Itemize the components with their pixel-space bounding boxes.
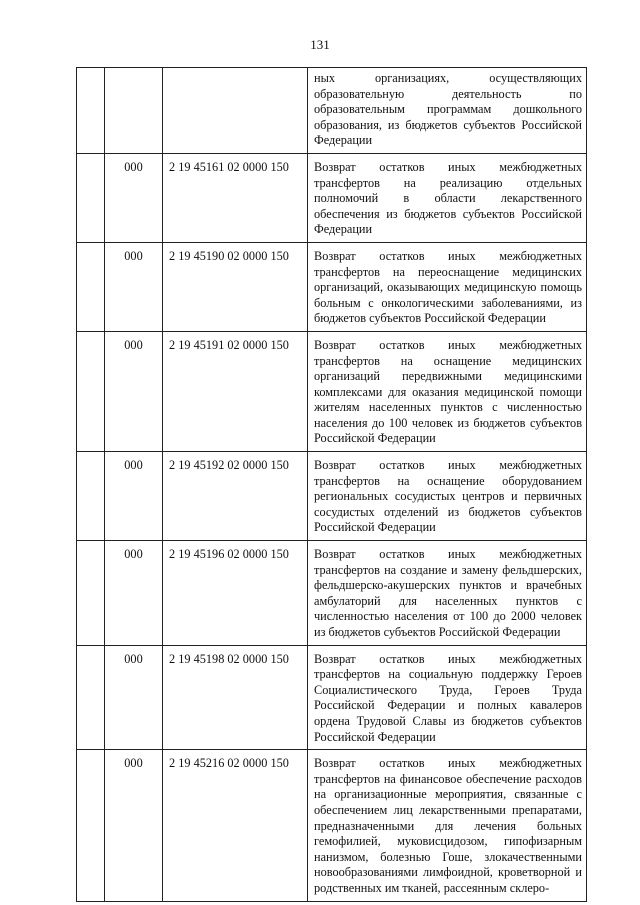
description-cell: Возврат остатков иных межбюджетных трансфертов на переоснащение медицинских организаций, оказывающих медицинскую помощь больным с онкологическими заболеваниями, из бюджетов субъектов Российской Федерации [308, 242, 587, 331]
empty-cell [77, 750, 105, 901]
description-cell: Возврат остатков иных межбюджетных трансфертов на создание и замену фельдшерских, фельдшерско-акушерских пунктов и врачебных амбулаторий для населенных пунктов с численностью населения от 100 до 2000 человек из бюджетов субъектов Российской Федерации [308, 541, 587, 646]
description-cell: Возврат остатков иных межбюджетных трансфертов на социальную поддержку Героев Социалистического Труда, Героев Труда Российской Федерации и полных кавалеров ордена Трудовой Славы из бюджетов субъектов Российской Федерации [308, 645, 587, 750]
kbk-code-cell: 2 19 45191 02 0000 150 [163, 331, 308, 451]
table-row [77, 242, 587, 331]
description-cell: Возврат остатков иных межбюджетных трансфертов на оснащение медицинских организаций передвижными медицинскими комплексами для оказания медицинской помощи жителям населенных пунктов с численностью населения до 100 человек из бюджетов субъектов Российской Федерации [308, 331, 587, 451]
kbk-code-cell: 2 19 45161 02 0000 150 [163, 153, 308, 242]
kbk-code-cell: 2 19 45216 02 0000 150 [163, 750, 308, 901]
table-row [77, 153, 587, 242]
kbk-code-cell [163, 68, 308, 154]
table-row-continuation [77, 68, 587, 154]
kbk-code-cell: 2 19 45190 02 0000 150 [163, 242, 308, 331]
empty-cell [77, 153, 105, 242]
table-row [77, 452, 587, 541]
description-cell: Возврат остатков иных межбюджетных трансфертов на оснащение оборудованием региональных сосудистых центров и первичных сосудистых отделений из бюджетов субъектов Российской Федерации [308, 452, 587, 541]
admin-code-cell: 000 [105, 541, 163, 646]
empty-cell [77, 242, 105, 331]
kbk-code-cell: 2 19 45192 02 0000 150 [163, 452, 308, 541]
budget-code-table [76, 67, 587, 902]
admin-code-cell: 000 [105, 331, 163, 451]
description-cell: Возврат остатков иных межбюджетных трансфертов на финансовое обеспечение расходов на организационные мероприятия, связанные с обеспечением лиц лекарственными препаратами, предназначенными для лечения больных гемофилией, муковисцидозом, гипофизарным нанизмом, болезнью Гоше, злокачественными новообразованиями лимфоидной, кроветворной и родственных им тканей, рассеянным склеро- [308, 750, 587, 901]
admin-code-cell: 000 [105, 645, 163, 750]
empty-cell [77, 645, 105, 750]
table-row [77, 331, 587, 451]
empty-cell [77, 541, 105, 646]
table-row [77, 645, 587, 750]
kbk-code-cell: 2 19 45196 02 0000 150 [163, 541, 308, 646]
empty-cell [77, 68, 105, 154]
admin-code-cell: 000 [105, 452, 163, 541]
table-row [77, 750, 587, 901]
page-number: 131 [310, 37, 330, 52]
admin-code-cell [105, 68, 163, 154]
table-row [77, 541, 587, 646]
empty-cell [77, 331, 105, 451]
description-cell: Возврат остатков иных межбюджетных трансфертов на реализацию отдельных полномочий в области лекарственного обеспечения из бюджетов субъектов Российской Федерации [308, 153, 587, 242]
description-cell: ных организациях, осуществляющих образовательную деятельность по образовательным программам дошкольного образования, из бюджетов субъектов Российской Федерации [308, 68, 587, 154]
empty-cell [77, 452, 105, 541]
admin-code-cell: 000 [105, 242, 163, 331]
admin-code-cell: 000 [105, 750, 163, 901]
kbk-code-cell: 2 19 45198 02 0000 150 [163, 645, 308, 750]
admin-code-cell: 000 [105, 153, 163, 242]
